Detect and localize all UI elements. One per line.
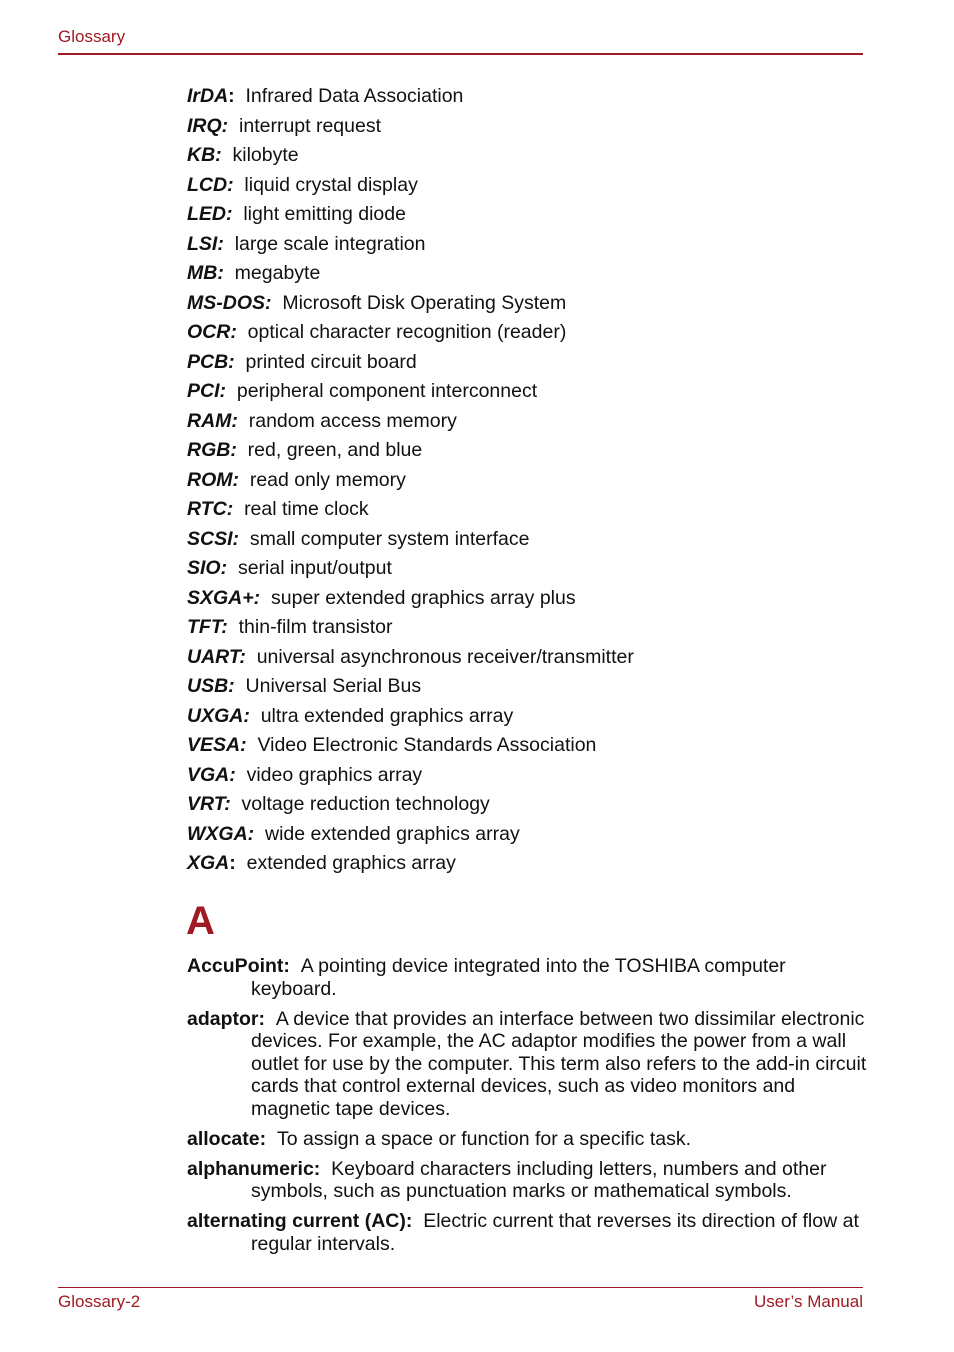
abbreviation-definition: read only memory xyxy=(249,468,406,491)
abbreviation-definition: optical character recognition (reader) xyxy=(247,321,567,343)
abbreviation-term: VGA: xyxy=(187,763,236,786)
page-number: Glossary-2 xyxy=(58,1292,141,1311)
abbreviation-term: RAM: xyxy=(187,409,238,432)
glossary-entry xyxy=(187,1210,867,1255)
abbreviation-definition: printed circuit board xyxy=(245,350,417,373)
manual-title: User’s Manual xyxy=(754,1292,863,1311)
abbreviation-entry xyxy=(187,763,867,793)
abbreviation-definition: serial input/output xyxy=(237,557,392,579)
abbreviation-entry xyxy=(187,556,867,586)
abbreviation-entry xyxy=(187,615,867,645)
abbreviation-entry xyxy=(187,792,867,822)
abbreviation-entry xyxy=(187,291,867,321)
abbreviation-term: OCR: xyxy=(187,321,237,343)
abbreviation-entry xyxy=(187,379,867,409)
abbreviation-entry xyxy=(187,261,867,291)
abbreviation-entry xyxy=(187,586,867,616)
abbreviation-definition: red, green, and blue xyxy=(247,439,423,461)
glossary-entry xyxy=(187,1158,867,1203)
abbreviation-term: MS-DOS: xyxy=(187,291,272,314)
abbreviation-entry xyxy=(187,438,867,468)
abbreviation-term: MB: xyxy=(187,262,224,284)
abbreviation-definition: extended graphics array xyxy=(246,852,456,874)
abbreviation-entry xyxy=(187,202,867,232)
abbreviation-term: UXGA: xyxy=(187,704,250,727)
abbreviation-definition: Infrared Data Association xyxy=(245,85,464,107)
glossary-definition: To assign a space or function for a specific task. xyxy=(276,1127,692,1150)
abbreviation-definition: large scale integration xyxy=(234,232,426,255)
abbreviation-definition: super extended graphics array plus xyxy=(271,586,576,609)
abbreviation-definition: interrupt request xyxy=(239,114,382,137)
abbreviation-term: PCB: xyxy=(187,350,235,373)
abbreviation-entry xyxy=(187,173,867,203)
abbreviation-definition: Microsoft Disk Operating System xyxy=(282,291,567,314)
abbreviation-colon: : xyxy=(228,85,235,107)
glossary-entry xyxy=(187,1008,867,1121)
abbreviation-definition: real time clock xyxy=(244,498,369,520)
abbreviation-term: VRT: xyxy=(187,793,231,815)
abbreviation-definition: Video Electronic Standards Association xyxy=(257,734,597,756)
abbreviation-term: IrDA xyxy=(187,85,229,107)
abbreviation-entry xyxy=(187,320,867,350)
definition-list xyxy=(187,955,867,1263)
glossary-term: AccuPoint: xyxy=(187,955,290,977)
abbreviation-definition: peripheral component interconnect xyxy=(236,380,538,402)
abbreviation-term: WXGA: xyxy=(187,822,255,845)
abbreviation-entry xyxy=(187,704,867,734)
abbreviation-entry xyxy=(187,674,867,704)
abbreviation-entry xyxy=(187,822,867,852)
abbreviation-entry xyxy=(187,851,867,881)
abbreviation-entry xyxy=(187,232,867,262)
abbreviation-definition: wide extended graphics array xyxy=(265,822,520,845)
abbreviation-term: USB: xyxy=(187,675,235,697)
abbreviation-entry xyxy=(187,409,867,439)
abbreviation-definition: video graphics array xyxy=(246,763,423,786)
abbreviation-definition: light emitting diode xyxy=(243,203,406,225)
running-header: Glossary xyxy=(58,27,126,46)
abbreviation-entry xyxy=(187,645,867,675)
header-rule xyxy=(58,53,863,55)
abbreviation-definition: random access memory xyxy=(248,409,457,432)
abbreviation-entry xyxy=(187,350,867,380)
abbreviation-definition: ultra extended graphics array xyxy=(260,704,514,727)
abbreviation-definition: thin-film transistor xyxy=(238,616,393,638)
abbreviation-term: SIO: xyxy=(187,557,228,579)
glossary-term: alphanumeric: xyxy=(187,1157,321,1180)
abbreviation-entry xyxy=(187,143,867,173)
abbreviation-term: ROM: xyxy=(187,468,239,491)
abbreviation-list xyxy=(187,84,867,881)
abbreviation-term: RGB: xyxy=(187,439,237,461)
abbreviation-definition: small computer system interface xyxy=(249,527,530,550)
section-letter-heading: A xyxy=(186,899,215,943)
abbreviation-entry xyxy=(187,527,867,557)
footer-rule xyxy=(58,1287,863,1288)
abbreviation-term: TFT: xyxy=(187,616,228,638)
abbreviation-term: XGA xyxy=(187,852,230,874)
abbreviation-definition: megabyte xyxy=(234,262,321,284)
abbreviation-definition: Universal Serial Bus xyxy=(245,675,422,697)
abbreviation-term: LSI: xyxy=(187,232,224,255)
glossary-entry xyxy=(187,1128,867,1151)
glossary-term: adaptor: xyxy=(187,1007,265,1030)
abbreviation-term: SCSI: xyxy=(187,527,240,550)
glossary-term: alternating current (AC): xyxy=(187,1210,413,1232)
glossary-definition: A device that provides an interface between two dissimilar electronic devices. For example, the AC adaptor modifies the power from a wall outlet for use by the computer. This term also refers to the add-in circuit cards that control external devices, such as video monitors and magnetic tape devices. xyxy=(251,1007,867,1120)
abbreviation-term: PCI: xyxy=(187,380,226,402)
abbreviation-term: UART: xyxy=(187,645,246,668)
abbreviation-entry xyxy=(187,497,867,527)
abbreviation-term: LED: xyxy=(187,203,233,225)
abbreviation-definition: liquid crystal display xyxy=(244,173,418,196)
abbreviation-entry xyxy=(187,84,867,114)
abbreviation-term: SXGA+: xyxy=(187,586,261,609)
abbreviation-term: KB: xyxy=(187,144,222,166)
glossary-term: allocate: xyxy=(187,1127,267,1150)
abbreviation-definition: voltage reduction technology xyxy=(241,793,490,815)
abbreviation-definition: kilobyte xyxy=(232,144,299,166)
abbreviation-term: LCD: xyxy=(187,173,234,196)
abbreviation-term: IRQ: xyxy=(187,114,229,137)
glossary-definition: A pointing device integrated into the TOSHIBA computer keyboard. xyxy=(251,955,786,1000)
abbreviation-colon: : xyxy=(229,852,236,874)
glossary-definition: Keyboard characters including letters, numbers and other symbols, such as punctuation marks or mathematical symbols. xyxy=(251,1157,827,1202)
abbreviation-entry xyxy=(187,114,867,144)
abbreviation-definition: universal asynchronous receiver/transmitter xyxy=(256,645,634,668)
abbreviation-term: RTC: xyxy=(187,498,234,520)
glossary-definition: Electric current that reverses its direction of flow at regular intervals. xyxy=(251,1210,859,1255)
abbreviation-term: VESA: xyxy=(187,734,247,756)
abbreviation-entry xyxy=(187,468,867,498)
abbreviation-entry xyxy=(187,733,867,763)
glossary-entry xyxy=(187,955,867,1000)
